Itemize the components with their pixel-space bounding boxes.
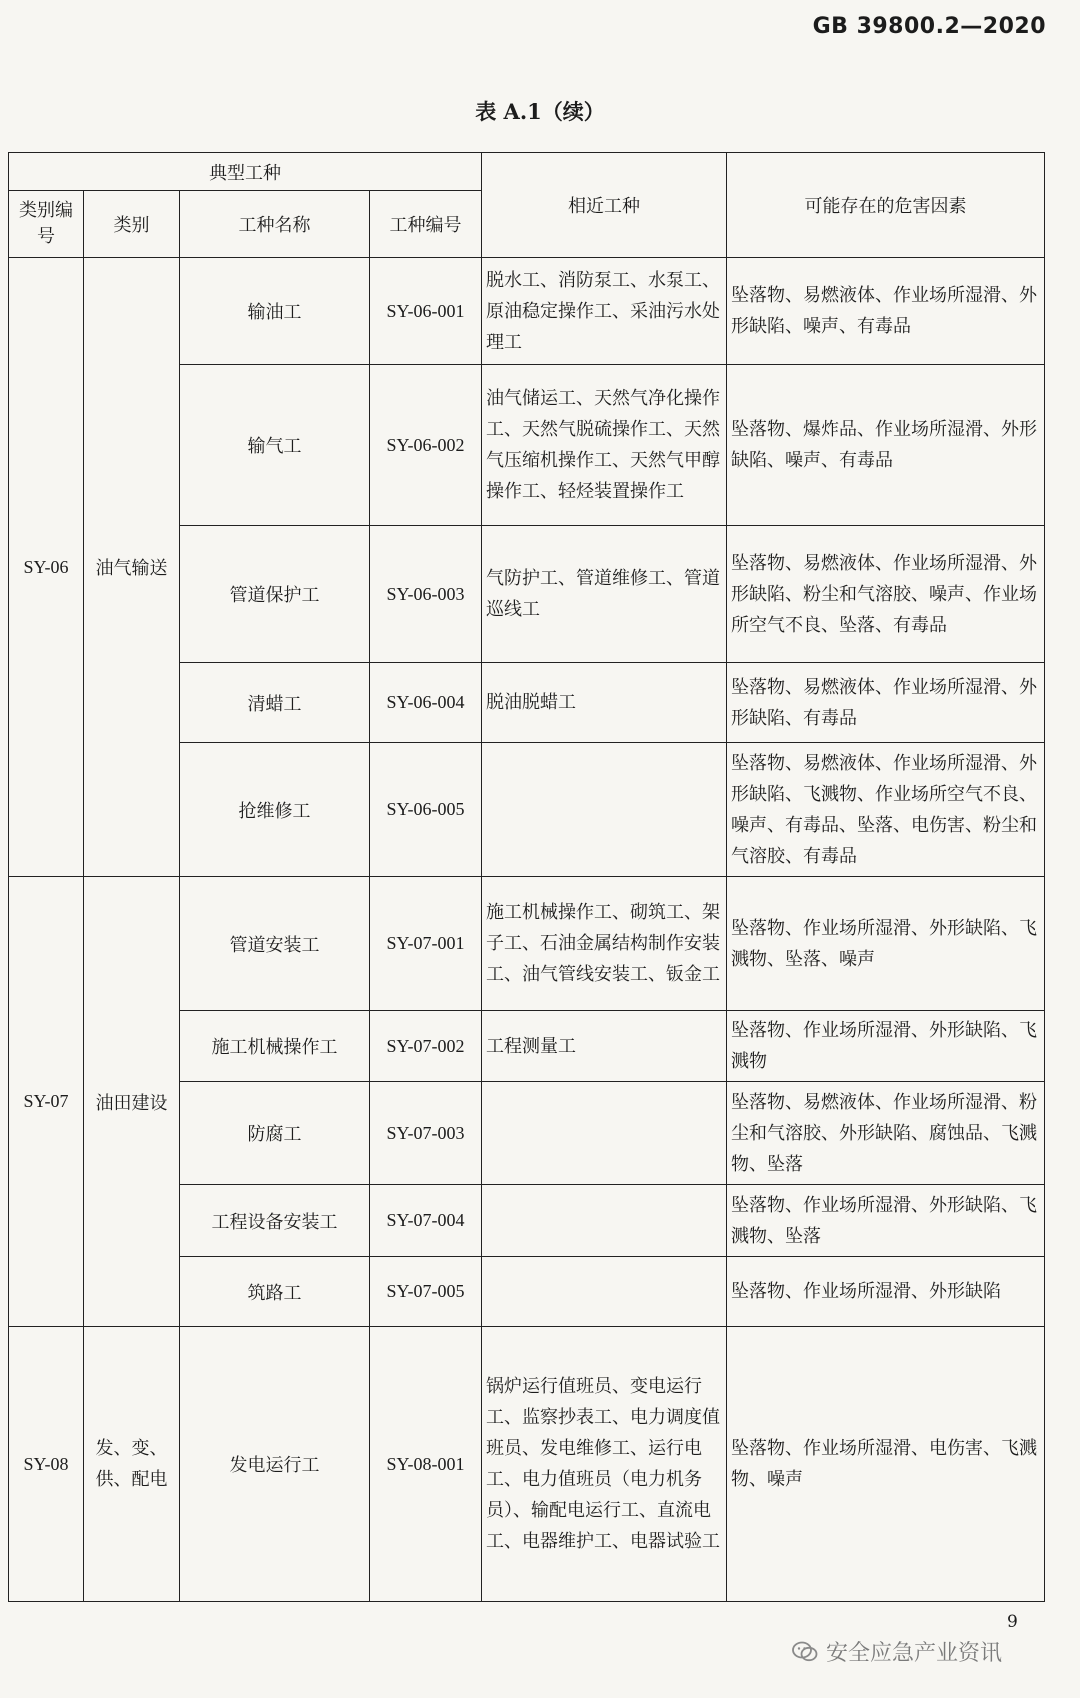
job-code: SY-06-005: [370, 743, 482, 877]
header-category-code: 类别编号: [9, 191, 84, 258]
header-similar-jobs: 相近工种: [482, 153, 727, 258]
job-code: SY-07-005: [370, 1257, 482, 1327]
job-name: 抢维修工: [180, 743, 370, 877]
hazards: 坠落物、易燃液体、作业场所湿滑、粉尘和气溶胶、外形缺陷、腐蚀品、飞溅物、坠落: [727, 1082, 1045, 1185]
job-code: SY-07-002: [370, 1011, 482, 1082]
header-hazards: 可能存在的危害因素: [727, 153, 1045, 258]
job-name: 工程设备安装工: [180, 1185, 370, 1257]
similar-jobs: 锅炉运行值班员、变电运行工、监察抄表工、电力调度值班员、发电维修工、运行电工、电力值班员（电力机务员）、输配电运行工、直流电工、电器维护工、电器试验工: [482, 1327, 727, 1602]
similar-jobs: 油气储运工、天然气净化操作工、天然气脱硫操作工、天然气压缩机操作工、天然气甲醇操作工、轻烃装置操作工: [482, 365, 727, 526]
hazards: 坠落物、易燃液体、作业场所湿滑、外形缺陷、飞溅物、作业场所空气不良、噪声、有毒品、坠落、电伤害、粉尘和气溶胶、有毒品: [727, 743, 1045, 877]
hazards: 坠落物、作业场所湿滑、外形缺陷、飞溅物、坠落、噪声: [727, 877, 1045, 1011]
job-name: 管道安装工: [180, 877, 370, 1011]
page-number: 9: [1007, 1612, 1018, 1632]
job-name: 筑路工: [180, 1257, 370, 1327]
hazards: 坠落物、作业场所湿滑、外形缺陷、飞溅物、坠落: [727, 1185, 1045, 1257]
hazards: 坠落物、作业场所湿滑、外形缺陷、飞溅物: [727, 1011, 1045, 1082]
job-name: 清蜡工: [180, 663, 370, 743]
wechat-icon: [792, 1641, 818, 1663]
job-code: SY-08-001: [370, 1327, 482, 1602]
category-code: SY-07: [9, 877, 84, 1327]
similar-jobs: 工程测量工: [482, 1011, 727, 1082]
job-code: SY-06-004: [370, 663, 482, 743]
similar-jobs: [482, 1082, 727, 1185]
standard-number: GB 39800.2—2020: [812, 14, 1046, 39]
table-title: 表 A.1（续）: [475, 99, 605, 124]
similar-jobs: [482, 1257, 727, 1327]
table-row: [9, 877, 1045, 1011]
job-name: 输气工: [180, 365, 370, 526]
job-code: SY-07-001: [370, 877, 482, 1011]
job-name: 输油工: [180, 258, 370, 365]
job-code: SY-07-004: [370, 1185, 482, 1257]
job-name: 防腐工: [180, 1082, 370, 1185]
job-name: 发电运行工: [180, 1327, 370, 1602]
similar-jobs: 施工机械操作工、砌筑工、架子工、石油金属结构制作安装工、油气管线安装工、钣金工: [482, 877, 727, 1011]
hazards: 坠落物、爆炸品、作业场所湿滑、外形缺陷、噪声、有毒品: [727, 365, 1045, 526]
job-code: SY-06-003: [370, 526, 482, 663]
similar-jobs: 脱水工、消防泵工、水泵工、原油稳定操作工、采油污水处理工: [482, 258, 727, 365]
hazard-table: [8, 152, 1045, 1602]
job-code: SY-07-003: [370, 1082, 482, 1185]
job-name: 管道保护工: [180, 526, 370, 663]
similar-jobs: 气防护工、管道维修工、管道巡线工: [482, 526, 727, 663]
watermark-text: 安全应急产业资讯: [826, 1641, 1003, 1666]
category-name: 发、变、供、配电: [84, 1327, 180, 1602]
header-job-code: 工种编号: [370, 191, 482, 258]
hazards: 坠落物、易燃液体、作业场所湿滑、外形缺陷、有毒品: [727, 663, 1045, 743]
job-name: 施工机械操作工: [180, 1011, 370, 1082]
similar-jobs: 脱油脱蜡工: [482, 663, 727, 743]
table-row: [9, 258, 1045, 365]
category-code: SY-06: [9, 258, 84, 877]
category-name: 油气输送: [84, 258, 180, 877]
hazards: 坠落物、易燃液体、作业场所湿滑、外形缺陷、噪声、有毒品: [727, 258, 1045, 365]
watermark: [792, 1636, 1002, 1667]
category-name: 油田建设: [84, 877, 180, 1327]
job-code: SY-06-002: [370, 365, 482, 526]
table-row: [9, 1327, 1045, 1602]
hazards: 坠落物、作业场所湿滑、电伤害、飞溅物、噪声: [727, 1327, 1045, 1602]
header-job-name: 工种名称: [180, 191, 370, 258]
job-code: SY-06-001: [370, 258, 482, 365]
category-code: SY-08: [9, 1327, 84, 1602]
hazards: 坠落物、易燃液体、作业场所湿滑、外形缺陷、粉尘和气溶胶、噪声、作业场所空气不良、坠落、有毒品: [727, 526, 1045, 663]
hazards: 坠落物、作业场所湿滑、外形缺陷: [727, 1257, 1045, 1327]
header-typical-group: 典型工种: [9, 153, 482, 191]
header-category: 类别: [84, 191, 180, 258]
similar-jobs: [482, 1185, 727, 1257]
similar-jobs: [482, 743, 727, 877]
